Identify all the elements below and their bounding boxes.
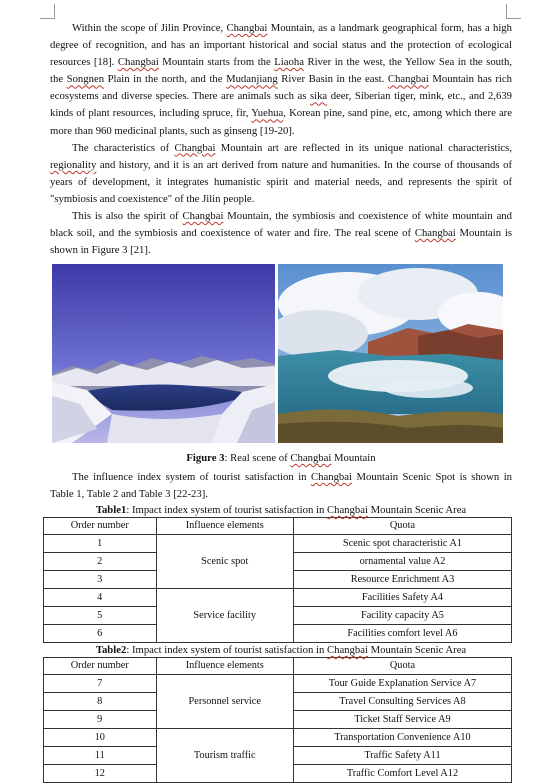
paragraph-segment: Changbai <box>182 210 224 223</box>
paragraph-segment: , Korean pine, sand pine, etc, among which there are more than 960 medicinal plants, such as ginseng [19-20]. <box>50 107 512 137</box>
body-paragraph <box>50 208 512 259</box>
influence-element-cell: Service facility <box>156 589 293 643</box>
quota-cell: Facilities comfort level A6 <box>293 625 511 643</box>
column-header: Order number <box>44 658 157 675</box>
photo-cloudy-crater-lake <box>278 264 503 443</box>
paragraph-segment: Plain in the north, and the <box>104 73 227 86</box>
table1-title-text-3: Mountain Scenic Area <box>367 504 467 517</box>
quota-cell: ornamental value A2 <box>293 553 511 571</box>
order-number-cell: 10 <box>44 729 157 747</box>
paragraph-segment: Changbai <box>174 141 216 154</box>
page-corner-mark-right <box>506 4 521 19</box>
table-row <box>44 589 512 607</box>
table-row <box>44 729 512 747</box>
table1-title <box>50 503 512 517</box>
column-header: Influence elements <box>156 658 293 675</box>
figure-caption-text-2: Changbai <box>290 452 332 464</box>
paragraph-segment: Yuehua <box>251 107 284 120</box>
page-corner-mark-left <box>40 4 55 19</box>
paragraph-segment: Changbai <box>414 227 456 240</box>
figure-caption-label: Figure 3 <box>186 452 225 464</box>
quota-cell: Scenic spot characteristic A1 <box>293 535 511 553</box>
quota-cell: Tour Guide Explanation Service A7 <box>293 675 511 693</box>
intro-segment: The influence index system of tourist satisfaction in <box>72 471 312 483</box>
paragraph-segment: and history, and it is an art derived from nature and humanities. In the course of thousands of years of development, it integrates humanistic spirit and material needs, and represents the spirit of "symbiosis and coexistence" of the Jilin people. <box>50 158 512 205</box>
quota-cell: Traffic Comfort Level A12 <box>293 765 511 783</box>
quota-cell: Facility capacity A5 <box>293 607 511 625</box>
paragraph-segment: sika <box>309 90 328 103</box>
intro-segment: Changbai <box>311 471 352 483</box>
order-number-cell: 5 <box>44 607 157 625</box>
figure-caption-text-1: : Real scene of <box>224 452 291 464</box>
order-number-cell: 2 <box>44 553 157 571</box>
figure-caption-text-3: Mountain <box>331 452 376 464</box>
order-number-cell: 11 <box>44 747 157 765</box>
table-row <box>44 535 512 553</box>
photo-snowy-crater-lake <box>52 264 275 443</box>
paragraph-segment: River in the west, the Yellow Sea in the south, the <box>50 56 513 86</box>
paragraph-segment: The characteristics of <box>72 141 175 154</box>
column-header: Order number <box>44 518 157 535</box>
paragraph-segment: Liaoha <box>274 56 304 69</box>
table-header-row <box>44 658 512 675</box>
document-page <box>50 20 513 779</box>
influence-element-cell: Scenic spot <box>156 535 293 589</box>
paragraph-segment: Mountain starts from the <box>158 56 275 69</box>
paragraph-segment: Mountain, the symbiosis and coexistence of white mountain and black soil, and the symbiosis and coexistence of water and fire. The real scene of <box>50 210 512 240</box>
order-number-cell: 6 <box>44 625 157 643</box>
tables-section <box>50 469 512 783</box>
quota-cell: Traffic Safety A11 <box>293 747 511 765</box>
table2-label: Table2 <box>95 644 127 657</box>
paragraph-segment: Changbai <box>387 73 429 86</box>
order-number-cell: 1 <box>44 535 157 553</box>
body-text <box>50 20 512 259</box>
column-header: Influence elements <box>156 518 293 535</box>
table1 <box>43 517 512 643</box>
table2 <box>43 657 512 783</box>
order-number-cell: 4 <box>44 589 157 607</box>
body-paragraph <box>50 20 512 140</box>
paragraph-segment: River Basin in the east. <box>277 73 388 86</box>
quota-cell: Resource Enrichment A3 <box>293 571 511 589</box>
quota-cell: Facilities Safety A4 <box>293 589 511 607</box>
paragraph-segment: Mountain, as a landmark geographical form, has a high degree of recognition, and has an important historical and social status and the protection of ecological resources [18]. <box>50 22 512 69</box>
order-number-cell: 9 <box>44 711 157 729</box>
paragraph-segment: Mudanjiang <box>226 73 278 86</box>
paragraph-segment: Changbai <box>226 22 268 34</box>
body-paragraph <box>50 140 512 208</box>
paragraph-segment: deer, Siberian tiger, mink, etc., and 2,639 kinds of plant resources, including spruce, fir, <box>50 90 513 120</box>
intro-segment: Mountain Scenic Spot is shown in Table 1, Table 2 and Table 3 [22-23]. <box>50 471 513 501</box>
quota-cell: Ticket Staff Service A9 <box>293 711 511 729</box>
paragraph-segment: This is also the spirit of <box>72 210 183 223</box>
paragraph-segment: Songnen <box>66 73 105 86</box>
paragraph-segment: Mountain is shown in Figure 3 [21]. <box>50 227 512 257</box>
table1-title-text-2: Changbai <box>326 504 368 517</box>
figure-caption <box>50 452 512 464</box>
table2-title <box>50 643 512 657</box>
column-header: Quota <box>293 658 511 675</box>
influence-element-cell: Tourism traffic <box>156 729 293 783</box>
tables-intro-paragraph <box>50 469 512 503</box>
order-number-cell: 3 <box>44 571 157 589</box>
table2-title-text-3: Mountain Scenic Area <box>367 644 467 657</box>
paragraph-segment: Changbai <box>117 56 159 69</box>
table1-title-text-1: : Impact index system of tourist satisfaction in <box>126 504 327 517</box>
paragraph-segment: regionality <box>50 158 97 171</box>
quota-cell: Transportation Convenience A10 <box>293 729 511 747</box>
paragraph-segment: Mountain has rich ecosystems and diverse species. There are animals such as <box>50 73 512 103</box>
table2-title-text-2: Changbai <box>326 644 368 657</box>
table1-label: Table1 <box>95 504 127 517</box>
figure-3 <box>50 264 512 443</box>
order-number-cell: 7 <box>44 675 157 693</box>
order-number-cell: 8 <box>44 693 157 711</box>
column-header: Quota <box>293 518 511 535</box>
table2-title-text-1: : Impact index system of tourist satisfaction in <box>126 644 327 657</box>
order-number-cell: 12 <box>44 765 157 783</box>
quota-cell: Travel Consulting Services A8 <box>293 693 511 711</box>
influence-element-cell: Personnel service <box>156 675 293 729</box>
table-row <box>44 675 512 693</box>
table-header-row <box>44 518 512 535</box>
paragraph-segment: Within the scope of Jilin Province, <box>72 22 227 34</box>
paragraph-segment: Mountain art are reflected in its unique national characteristics, <box>215 141 512 154</box>
